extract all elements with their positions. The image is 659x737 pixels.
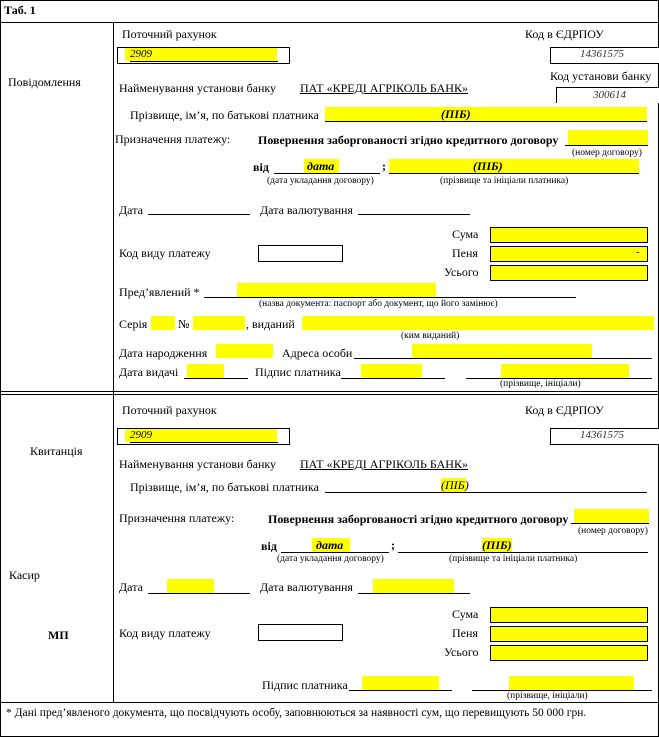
date-underline-2[interactable] xyxy=(148,593,250,594)
from-label-2: від xyxy=(261,539,277,553)
payment-type-field[interactable] xyxy=(258,245,343,262)
payer-name-label: Прізвище, ім’я, по батькові платника xyxy=(130,108,319,122)
bank-code-label: Код установи банку xyxy=(550,69,652,83)
series-highlight[interactable] xyxy=(151,316,175,330)
value-date-label: Дата валютування xyxy=(260,203,353,217)
initials-pib: (ПІБ) xyxy=(473,159,503,173)
signature-name-highlight xyxy=(501,364,629,378)
signature-highlight-2 xyxy=(362,676,439,690)
signature-underline[interactable] xyxy=(341,378,445,379)
payment-type-label-2: Код виду платежу xyxy=(119,626,211,640)
bank-name-label-2: Найменування установи банку xyxy=(119,457,277,471)
header-divider xyxy=(0,22,659,23)
presented-label: Пред’явлений * xyxy=(119,285,200,299)
payer-pib-2: (ПІБ) xyxy=(441,478,469,492)
total-field-2[interactable] xyxy=(490,645,648,661)
purpose-text: Повернення заборгованості згідно кредитного договору xyxy=(258,133,559,147)
section-divider-2 xyxy=(0,394,659,395)
edrpou-label-2: Код в ЄДРПОУ xyxy=(525,403,604,417)
edrpou-label: Код в ЄДРПОУ xyxy=(525,27,604,41)
contract-date-value-2: дата xyxy=(316,538,344,552)
date-label-2: Дата xyxy=(119,580,143,594)
amount-field-2[interactable] xyxy=(490,607,648,623)
payer-signature-label-2: Підпис платника xyxy=(262,678,348,692)
account-underline-2 xyxy=(130,442,278,443)
section-divider-1 xyxy=(0,391,659,392)
value-date-highlight-2 xyxy=(373,579,454,593)
left-column-divider xyxy=(113,22,114,702)
issued-hint: (ким виданий) xyxy=(401,331,460,341)
purpose-label: Призначення платежу: xyxy=(115,132,231,146)
contract-number-hint: (номер договору) xyxy=(572,148,642,158)
payment-type-label: Код виду платежу xyxy=(119,246,211,260)
amount-label-2: Сума xyxy=(452,607,479,621)
total-label: Усього xyxy=(444,265,479,279)
total-field[interactable] xyxy=(490,265,648,281)
presented-highlight xyxy=(237,283,436,297)
address-label: Адреса особи xyxy=(282,346,353,360)
value-date-underline-2[interactable] xyxy=(358,593,470,594)
contract-number-highlight-2 xyxy=(574,509,649,523)
payer-pib: (ПІБ) xyxy=(441,107,471,121)
payer-name-highlight xyxy=(325,107,647,121)
signature-hint-2: (прізвище, ініціали) xyxy=(507,691,588,701)
payer-name-underline xyxy=(325,121,647,122)
bank-name-label: Найменування установи банку xyxy=(119,81,277,95)
contract-date-underline-2[interactable] xyxy=(281,552,389,553)
initials-hint-2: (прізвище та ініціали платника) xyxy=(449,554,578,564)
date-highlight-2 xyxy=(167,579,214,593)
semicolon: ; xyxy=(382,159,386,173)
from-label: від xyxy=(253,160,269,174)
signature-underline-2[interactable] xyxy=(349,690,452,691)
penalty-field-2[interactable] xyxy=(490,626,648,642)
contract-number-highlight xyxy=(568,130,648,145)
semicolon-2: ; xyxy=(391,538,395,552)
initials-highlight xyxy=(389,159,639,173)
account-value: 2909 xyxy=(130,48,152,60)
purpose-label-2: Призначення платежу: xyxy=(119,511,235,525)
total-label-2: Усього xyxy=(444,645,479,659)
contract-number-underline-2[interactable] xyxy=(571,523,649,524)
initials-hint: (прізвище та ініціали платника) xyxy=(440,176,569,186)
account-label: Поточний рахунок xyxy=(122,27,217,41)
stamp-label: МП xyxy=(48,628,69,642)
value-date-label-2: Дата валютування xyxy=(260,580,353,594)
account-value-2: 2909 xyxy=(130,429,152,441)
address-underline[interactable] xyxy=(354,358,652,359)
purpose-text-2: Повернення заборгованості згідно кредитного договору xyxy=(268,512,569,526)
signature-name-highlight-2 xyxy=(509,676,634,690)
edrpou-value-2: 14361575 xyxy=(580,429,624,441)
receipt-label: Квитанція xyxy=(30,444,83,458)
issued-highlight[interactable] xyxy=(302,316,654,330)
address-highlight xyxy=(412,344,592,358)
edrpou-value: 14361575 xyxy=(580,48,624,60)
date-underline[interactable] xyxy=(148,214,250,215)
contract-date-underline xyxy=(274,173,380,174)
issued-label: , виданий xyxy=(246,317,295,331)
birth-date-label: Дата народження xyxy=(119,346,208,360)
payment-type-field-2[interactable] xyxy=(258,624,343,641)
series-label: Серія xyxy=(119,317,148,331)
penalty-field[interactable] xyxy=(490,246,648,262)
contract-date-hint: (дата укладання договору) xyxy=(267,176,374,186)
initials-underline xyxy=(389,173,639,174)
penalty-label-2: Пеня xyxy=(452,626,478,640)
amount-label: Сума xyxy=(452,227,479,241)
signature-hint: (прізвище, ініціали) xyxy=(500,379,581,389)
issue-date-label: Дата видачі xyxy=(119,365,179,379)
amount-field[interactable] xyxy=(490,227,648,243)
contract-number-hint-2: (номер договору) xyxy=(578,526,648,536)
initials-underline-2[interactable] xyxy=(398,552,648,553)
bank-name-value-2: ПАТ «КРЕДІ АГРІКОЛЬ БАНК» xyxy=(300,457,468,471)
presented-hint: (назва документа: паспорт або документ, що його замінює) xyxy=(259,299,498,309)
account-label-2: Поточний рахунок xyxy=(122,403,217,417)
issue-date-highlight xyxy=(187,364,224,378)
number-label: № xyxy=(178,317,190,331)
birth-date-highlight[interactable] xyxy=(216,344,273,358)
initials-pib-2: (ПІБ) xyxy=(482,538,512,552)
issue-date-underline[interactable] xyxy=(184,378,248,379)
signature-highlight xyxy=(361,364,422,378)
table-label: Таб. 1 xyxy=(4,3,36,17)
contract-date-value: дата xyxy=(307,159,335,173)
presented-underline[interactable] xyxy=(204,297,576,298)
bank-name-value: ПАТ «КРЕДІ АГРІКОЛЬ БАНК» xyxy=(300,81,468,95)
contract-number-underline xyxy=(565,145,648,146)
contract-date-hint-2: (дата укладання договору) xyxy=(277,554,384,564)
account-underline xyxy=(130,61,278,62)
cashier-label: Касир xyxy=(9,568,40,582)
footnote: * Дані пред’явленого документа, що посвідчують особу, заповнюються за наявності сум, що перевищують 50 000 грн. xyxy=(6,707,587,719)
payer-name-underline-2[interactable] xyxy=(325,492,647,493)
bank-code-value: 300614 xyxy=(593,89,626,101)
payer-signature-label: Підпис платника xyxy=(255,365,341,379)
payer-name-label-2: Прізвище, ім’я, по батькові платника xyxy=(130,480,319,494)
date-label: Дата xyxy=(119,203,143,217)
penalty-label: Пеня xyxy=(452,246,478,260)
footnote-divider xyxy=(0,702,659,703)
notice-label: Повідомлення xyxy=(8,75,81,89)
penalty-dash: - xyxy=(636,246,640,258)
number-highlight[interactable] xyxy=(193,316,245,330)
value-date-underline[interactable] xyxy=(358,214,470,215)
